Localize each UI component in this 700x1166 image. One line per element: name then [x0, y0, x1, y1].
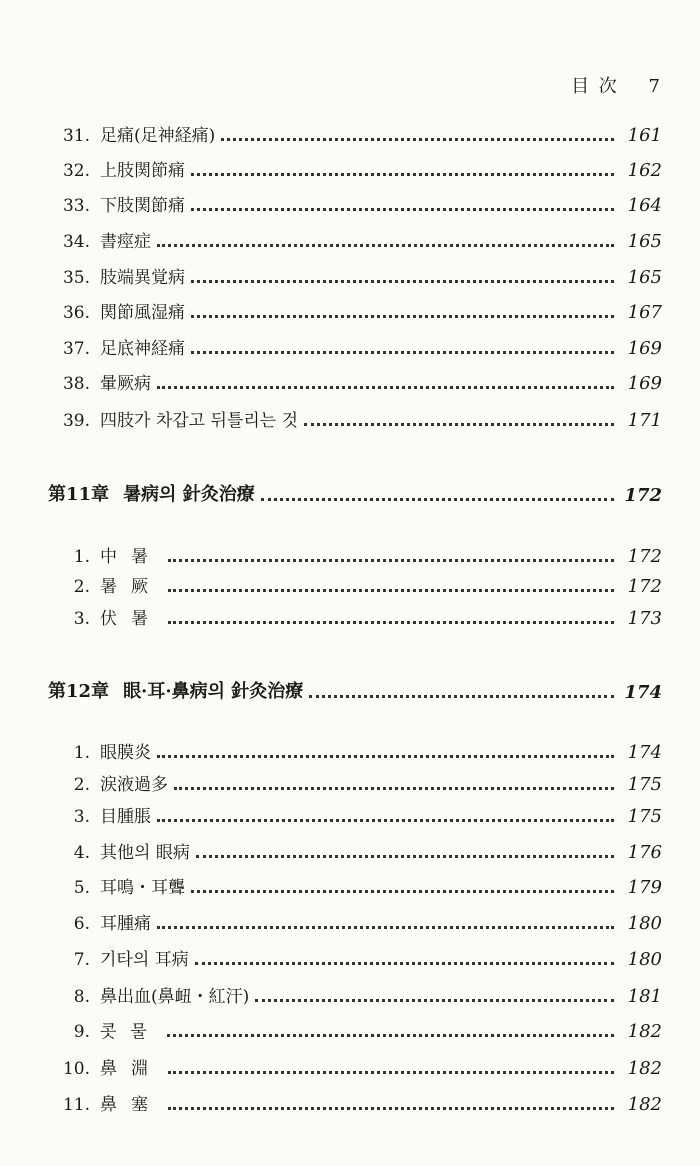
entry-number: 37.: [62, 339, 90, 359]
toc-entry: [0, 262, 700, 288]
entry-number: 9.: [73, 1022, 90, 1042]
entry-title: 其他의 眼病: [100, 843, 190, 863]
entry-number: 34.: [62, 232, 90, 252]
page-number: 165: [627, 231, 662, 252]
dot-leader: [157, 386, 614, 389]
page-number: 179: [627, 877, 662, 898]
entry-number: 35.: [62, 268, 90, 288]
entry-title: 耳鳴・耳聾: [100, 878, 185, 898]
entry-number: 5.: [73, 878, 90, 898]
entry-title: 鼻出血(鼻衄・紅汗): [100, 987, 250, 1007]
entry-title: 耳腫痛: [100, 914, 151, 934]
page-number: 169: [627, 338, 662, 359]
running-header: [571, 72, 662, 98]
entry-title: 伏暑: [100, 609, 162, 629]
dot-leader: [191, 208, 614, 211]
chapter-row: [0, 677, 700, 703]
toc-entry: [0, 872, 700, 898]
page-number: 175: [627, 774, 662, 795]
page-number: 176: [627, 842, 662, 863]
entry-number: 6.: [73, 914, 90, 934]
entry-number: 39.: [62, 411, 90, 431]
entry-title: 足痛(足神経痛): [100, 126, 216, 146]
entry-title: 콧물: [100, 1022, 161, 1042]
entry-number: 8.: [73, 987, 90, 1007]
entry-title: 目腫脹: [100, 807, 151, 827]
dot-leader: [168, 1071, 614, 1074]
toc-entry: [0, 1016, 700, 1042]
page-number: 165: [627, 267, 662, 288]
dot-leader: [191, 315, 614, 318]
page-number: 174: [627, 742, 662, 763]
toc-entry: [0, 155, 700, 181]
dot-leader: [174, 787, 614, 790]
page-number: 172: [627, 576, 662, 597]
entry-number: 1.: [73, 743, 90, 763]
page-number: 182: [627, 1058, 662, 1079]
toc-entry: [0, 571, 700, 597]
dot-leader: [157, 819, 614, 822]
toc-entry: [0, 297, 700, 323]
entry-title: 기타의 耳病: [100, 950, 189, 970]
page-number: 181: [627, 986, 662, 1007]
toc-entry: [0, 541, 700, 567]
dot-leader: [157, 926, 614, 929]
dot-leader: [168, 1107, 614, 1110]
dot-leader: [221, 138, 614, 141]
dot-leader: [191, 890, 614, 893]
toc-entry: [0, 405, 700, 431]
page-number: 164: [627, 195, 662, 216]
entry-number: 3.: [73, 807, 90, 827]
entry-title: 涙液過多: [100, 775, 168, 795]
entry-title: 中暑: [100, 547, 162, 567]
toc-entry: [0, 226, 700, 252]
entry-title: 下肢関節痛: [100, 196, 185, 216]
toc-entry: [0, 944, 700, 970]
page-number: 167: [627, 302, 662, 323]
page-number: 180: [627, 913, 662, 934]
toc-entry: [0, 1053, 700, 1079]
chapter-title: 暑病의 針灸治療: [123, 484, 255, 505]
chapter-number: 第11章: [48, 484, 110, 505]
entry-number: 2.: [73, 775, 90, 795]
toc-entry: [0, 837, 700, 863]
dot-leader: [191, 280, 614, 283]
entry-number: 32.: [62, 161, 90, 181]
entry-title: 眼膜炎: [100, 743, 151, 763]
entry-number: 10.: [62, 1059, 90, 1079]
page-number: 162: [627, 160, 662, 181]
entry-number: 1.: [73, 547, 90, 567]
page-number: 182: [627, 1094, 662, 1115]
dot-leader: [168, 559, 614, 562]
header-title: 目 次: [571, 76, 619, 97]
header-page-number: 7: [648, 76, 662, 97]
toc-entry: [0, 190, 700, 216]
dot-leader: [168, 589, 614, 592]
entry-number: 4.: [73, 843, 90, 863]
chapter-row: [0, 480, 700, 506]
entry-number: 33.: [62, 196, 90, 216]
dot-leader: [195, 962, 614, 965]
chapter-number: 第12章: [48, 681, 110, 702]
entry-number: 38.: [62, 374, 90, 394]
toc-entry: [0, 603, 700, 629]
page-number: 161: [627, 125, 662, 146]
dot-leader: [168, 621, 614, 624]
toc-entry: [0, 120, 700, 146]
entry-number: 36.: [62, 303, 90, 323]
toc-entry: [0, 769, 700, 795]
toc-entry: [0, 908, 700, 934]
entry-title: 関節風湿痛: [100, 303, 185, 323]
dot-leader: [255, 999, 614, 1002]
entry-number: 3.: [73, 609, 90, 629]
chapter-title: 眼·耳·鼻病의 針灸治療: [123, 681, 304, 702]
page-number: 180: [627, 949, 662, 970]
page-number: 173: [627, 608, 662, 629]
dot-leader: [304, 423, 614, 426]
entry-number: 7.: [73, 950, 90, 970]
toc-entry: [0, 981, 700, 1007]
toc-entry: [0, 737, 700, 763]
page-number: 171: [627, 410, 662, 431]
entry-number: 2.: [73, 577, 90, 597]
entry-title: 四肢가 차갑고 뒤틀리는 것: [100, 411, 299, 431]
entry-title: 鼻淵: [100, 1059, 162, 1079]
dot-leader: [191, 173, 614, 176]
dot-leader: [261, 498, 614, 501]
dot-leader: [196, 855, 614, 858]
page-number: 174: [624, 682, 662, 703]
toc-entry: [0, 333, 700, 359]
entry-title: 上肢関節痛: [100, 161, 185, 181]
entry-title: 暈厥病: [100, 374, 151, 394]
toc-entry: [0, 801, 700, 827]
page-number: 169: [627, 373, 662, 394]
dot-leader: [157, 755, 614, 758]
entry-title: 書痙症: [100, 232, 151, 252]
page-number: 182: [627, 1021, 662, 1042]
entry-number: 11.: [62, 1095, 90, 1115]
page-number: 175: [627, 806, 662, 827]
dot-leader: [191, 351, 614, 354]
dot-leader: [167, 1034, 614, 1037]
page-number: 172: [624, 485, 662, 506]
entry-title: 足底神経痛: [100, 339, 185, 359]
dot-leader: [157, 244, 614, 247]
entry-number: 31.: [62, 126, 90, 146]
dot-leader: [309, 695, 614, 698]
entry-title: 鼻塞: [100, 1095, 162, 1115]
entry-title: 暑厥: [100, 577, 162, 597]
toc-entry: [0, 368, 700, 394]
entry-title: 肢端異覚病: [100, 268, 185, 288]
toc-entry: [0, 1089, 700, 1115]
page-number: 172: [627, 546, 662, 567]
